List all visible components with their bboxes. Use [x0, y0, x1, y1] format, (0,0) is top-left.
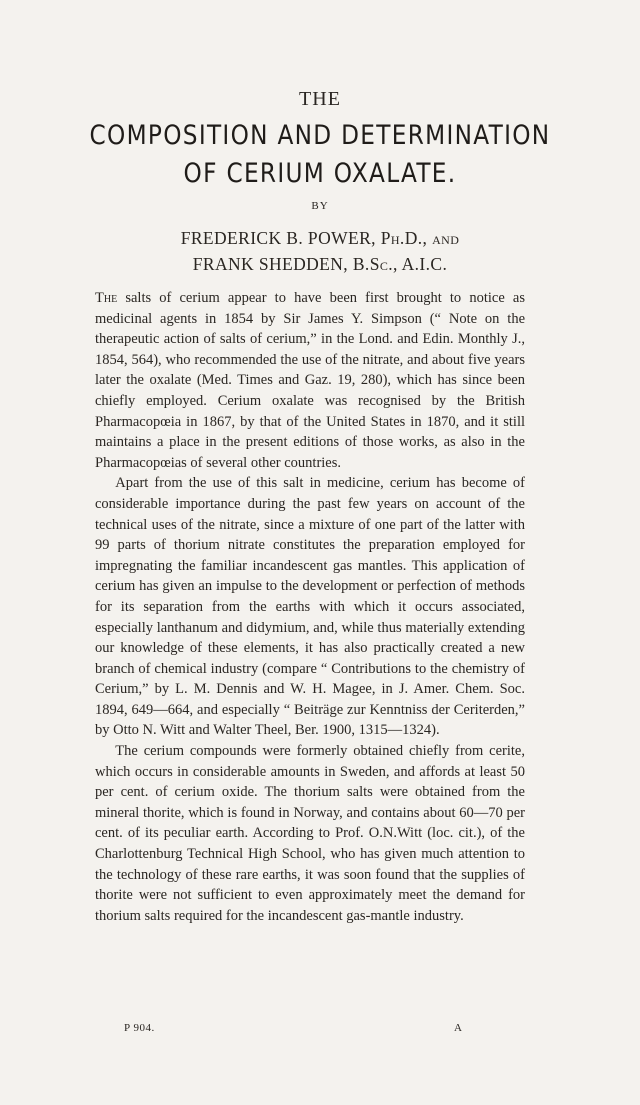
- author-line-2: FRANK SHEDDEN, B.Sc., A.I.C.: [192, 254, 448, 274]
- paragraph-1-text: salts of cerium appear to have been first brought to notice as medicinal agents in 1854 by Sir James Y. Simpson (“ Note on the therapeutic action of salts of cerium,” in the Lond. and Edin. Monthly J., 1854, 564), who recommended the use of the nitrate, and about five years later the oxalate (Med. Times and Gaz. 19, 280), which has since been chiefly employed. Cerium oxalate was recognised by the British Pharmacopœia in 1867, by that of the United States in 1870, and it still maintains a place in the present editions of those works, as also in the Pharmacopœias of several other countries.: [95, 290, 525, 471]
- title-line-1: COMPOSITION AND DETERMINATION: [89, 120, 551, 151]
- paragraph-1: [95, 288, 525, 473]
- title-line-2: OF CERIUM OXALATE.: [183, 158, 457, 189]
- paragraph-3: The cerium compounds were formerly obtained chiefly from cerite, which occurs in considerable amounts in Sweden, and affords at least 50 per cent. of cerium oxide. The thorium salts were obtained from the mineral thorite, which is found in Norway, and contains about 60—70 per cent. of its peculiar earth. According to Prof. O.N.Witt (loc. cit.), of the Charlottenburg Technical High School, who has given much attention to the technology of these rare earths, it was soon found that the supplies of thorite were not sufficient to even approximately meet the demand for thorium salts required for the incandescent gas-mantle industry.: [95, 743, 525, 924]
- title-prefix: THE: [299, 88, 341, 110]
- signature-mark: A: [454, 1022, 463, 1034]
- author-line-1: FREDERICK B. POWER, Ph.D., and: [180, 228, 460, 248]
- body-text: [95, 288, 525, 926]
- paragraph-2: Apart from the use of this salt in medicine, cerium has become of considerable importance during the past few years on account of the technical uses of the nitrate, since a mixture of one part of the latter with 99 parts of thorium nitrate constitutes the preparation employed for impregnating the familiar incandescent gas mantles. This application of cerium has given an impulse to the development or perfection of methods for its separation from the earths with which it occurs associated, especially lanthanum and didymium, and, while thus materially extending our knowledge of these elements, it has also practically created a new branch of chemical industry (compare “ Contributions to the chemistry of Cerium,” by L. M. Dennis and W. H. Magee, in J. Amer. Chem. Soc. 1894, 649—664, and especially “ Beiträge zur Kenntniss der Ceriterden,” by Otto N. Witt and Walter Theel, Ber. 1900, 1315—1324).: [95, 475, 525, 739]
- byline-label: BY: [311, 200, 329, 212]
- paragraph-1-lead: The: [95, 290, 118, 306]
- printer-signature: P 904.: [124, 1022, 155, 1034]
